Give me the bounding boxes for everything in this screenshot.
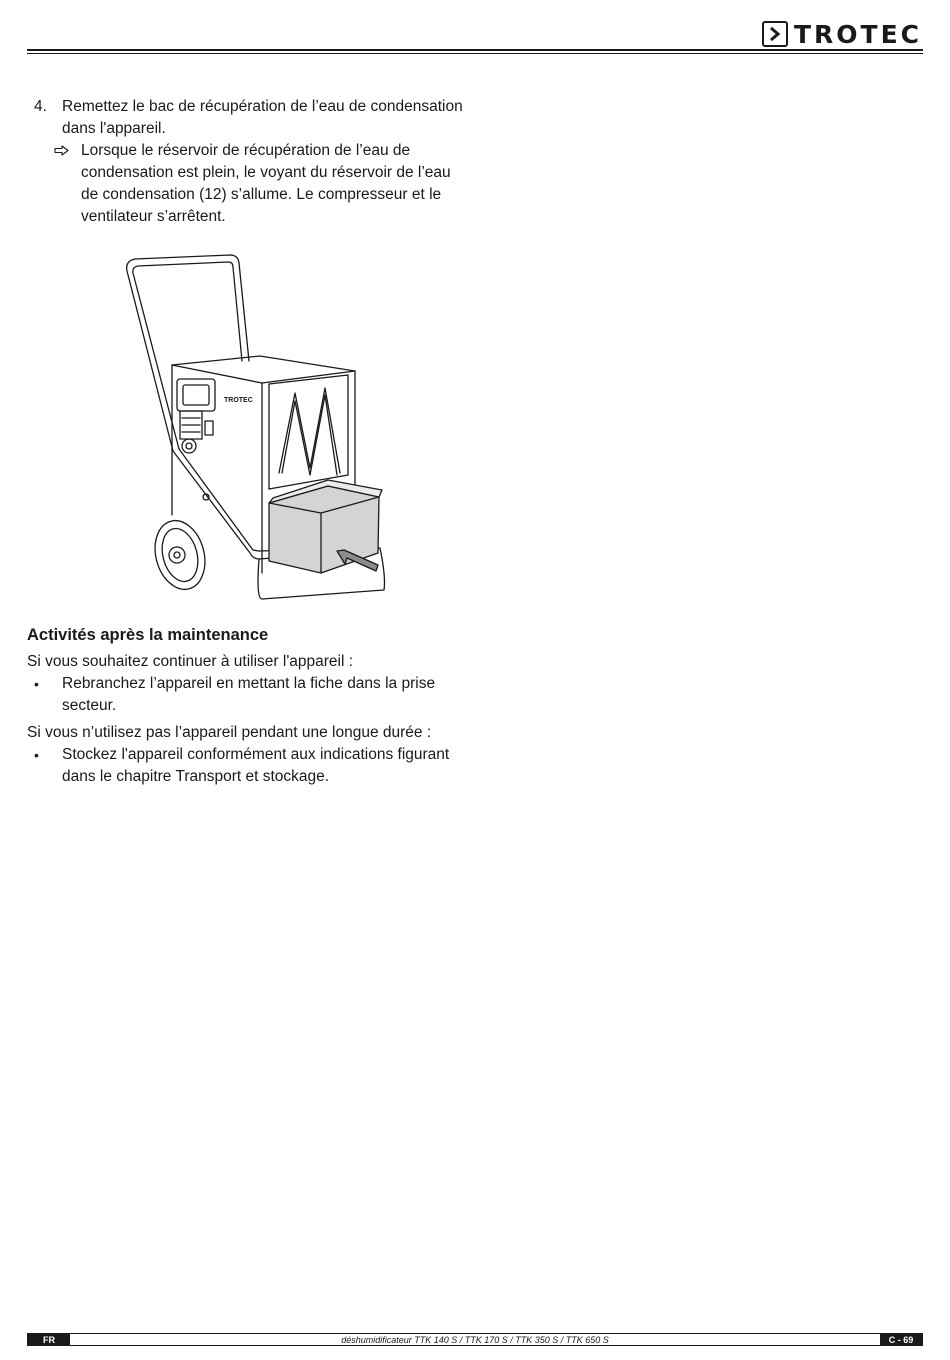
maintenance-section bbox=[27, 624, 467, 793]
bullet-item bbox=[27, 673, 467, 717]
dehumidifier-illustration bbox=[122, 253, 388, 603]
step-number: 4. bbox=[34, 98, 47, 115]
bullet-icon: • bbox=[34, 747, 39, 763]
bullet-text: Rebranchez l’appareil en mettant la fiche dans la prise secteur. bbox=[62, 675, 436, 714]
footer-title: déshumidificateur TTK 140 S / TTK 170 S / TTK 350 S / TTK 650 S bbox=[341, 1334, 609, 1345]
header-rule bbox=[27, 49, 923, 51]
result-text: Lorsque le réservoir de récupération de l’eau de condensation est plein, le voyant du réservoir de l’eau de condensation (12) s’allume. Le compresseur et le ventilateur s’arrêtent. bbox=[81, 142, 451, 225]
bullet-text: Stockez l'appareil conformément aux indications figurant dans le chapitre Transport et stockage. bbox=[62, 746, 450, 785]
chevron-right-icon bbox=[762, 21, 788, 47]
bullet-icon: • bbox=[34, 676, 39, 692]
footer-language: FR bbox=[28, 1334, 70, 1345]
step-item bbox=[27, 96, 467, 140]
bullet-item bbox=[27, 744, 467, 788]
arrow-right-outline-icon bbox=[54, 140, 81, 228]
step-text: Remettez le bac de récupération de l’eau de condensation dans l'appareil. bbox=[62, 98, 463, 137]
header-rule-thin bbox=[27, 53, 923, 54]
device-brand-label: TROTEC bbox=[224, 397, 253, 404]
page-footer bbox=[27, 1333, 923, 1346]
section-title: Activités après la maintenance bbox=[27, 626, 269, 644]
paragraph: Si vous n’utilisez pas l’appareil pendant une longue durée : bbox=[27, 724, 432, 741]
brand-logo bbox=[762, 20, 922, 48]
page-number: C - 69 bbox=[880, 1334, 922, 1345]
brand-name: TROTEC bbox=[793, 19, 922, 49]
dehumidifier-icon bbox=[122, 253, 388, 603]
instructions bbox=[27, 96, 467, 228]
paragraph: Si vous souhaitez continuer à utiliser l'appareil : bbox=[27, 653, 354, 670]
result-item bbox=[54, 140, 467, 228]
